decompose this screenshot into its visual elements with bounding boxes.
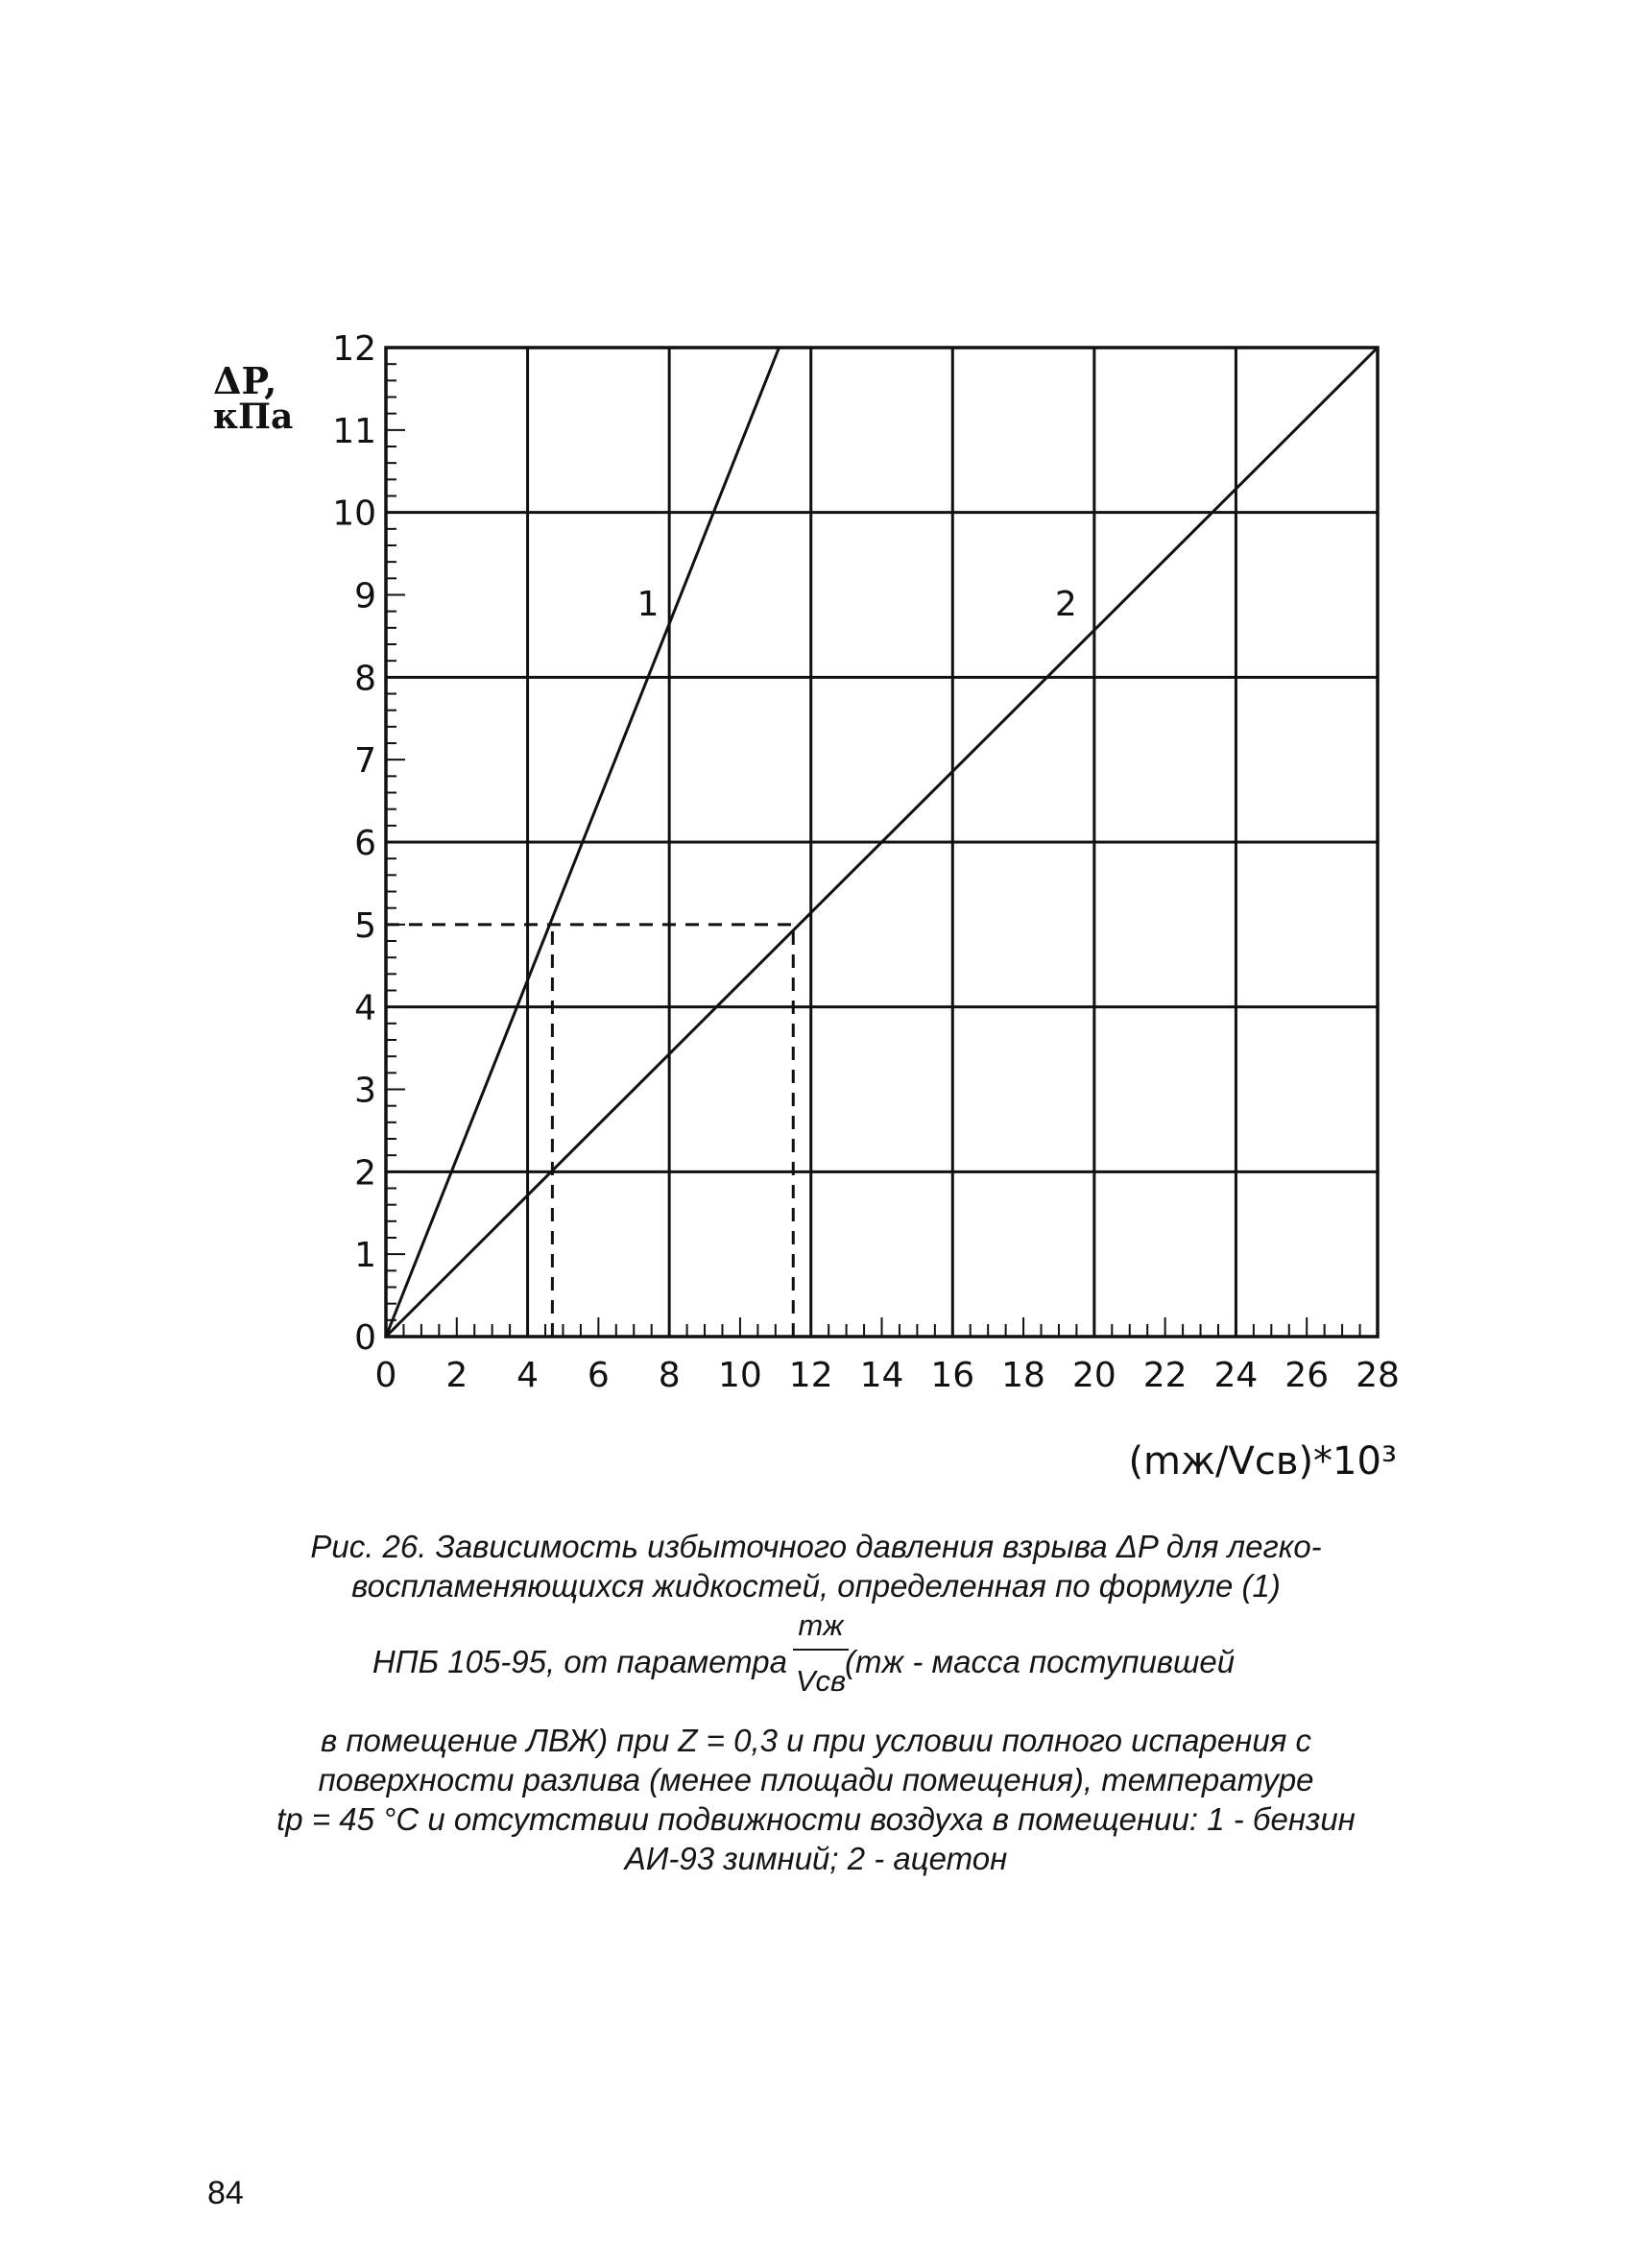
x-axis-label: (mж/Vсв)*10³ [1128, 1439, 1397, 1484]
caption-line-3-after: (mж - масса поступившей [845, 1644, 1236, 1679]
caption-line-2: воспламеняющихся жидкостей, определенная по формуле (1) [351, 1568, 1281, 1604]
x-tick-label: 18 [1001, 1356, 1045, 1395]
caption-line-3-before: НПБ 105-95, от параметра [372, 1644, 787, 1679]
x-tick-label: 22 [1142, 1356, 1188, 1395]
caption-line-4: в помещение ЛВЖ) при Z = 0,3 и при условии полного испарения с [321, 1723, 1311, 1758]
x-tick-label: 12 [788, 1356, 833, 1395]
caption-line-6: tр = 45 °С и отсутствии подвижности воздуха в помещении: 1 - бензин [276, 1801, 1356, 1837]
x-tick-label: 10 [718, 1356, 762, 1395]
y-tick-label: 4 [354, 988, 376, 1028]
x-tick-label: 16 [930, 1356, 975, 1395]
x-tick-label: 14 [859, 1356, 904, 1395]
x-tick-label: 26 [1284, 1356, 1330, 1395]
x-tick-label: 20 [1071, 1356, 1116, 1395]
fraction-denominator: Vсв [795, 1664, 847, 1698]
x-tick-label: 24 [1213, 1356, 1259, 1395]
y-tick-label: 3 [354, 1071, 376, 1111]
fraction-numerator: mж [798, 1608, 844, 1642]
page-number: 84 [207, 2175, 244, 2211]
x-tick-label: 4 [516, 1356, 540, 1395]
x-tick-label: 8 [658, 1356, 681, 1395]
caption-line-5: поверхности разлива (менее площади помещения), температуре [318, 1762, 1314, 1798]
fraction-bar [793, 1649, 849, 1651]
series-label-1: 1 [636, 585, 660, 625]
figure-caption [192, 1527, 1440, 1878]
y-tick-label: 5 [354, 905, 376, 946]
y-tick-label: 1 [354, 1236, 376, 1276]
y-axis-label-unit: кПа [213, 397, 294, 437]
x-tick-label: 6 [587, 1356, 610, 1395]
y-tick-label: 11 [332, 411, 376, 451]
caption-line-7: АИ-93 зимний; 2 - ацетон [624, 1841, 1008, 1876]
y-tick-label: 8 [354, 659, 376, 699]
y-tick-label: 2 [354, 1153, 376, 1194]
y-tick-label: 0 [354, 1318, 376, 1358]
y-axis-label-symbol: ΔP, [213, 359, 277, 402]
x-tick-label: 0 [374, 1356, 397, 1395]
caption-line-1: Рис. 26. Зависимость избыточного давления взрыва ΔP для легко- [310, 1529, 1322, 1564]
y-tick-label: 10 [332, 494, 376, 534]
x-tick-label: 28 [1356, 1356, 1400, 1395]
y-tick-label: 6 [354, 824, 376, 863]
y-tick-label: 7 [354, 741, 376, 782]
y-tick-label: 9 [354, 576, 376, 616]
caption-line-3 [192, 1605, 1440, 1721]
y-tick-label: 12 [332, 329, 376, 369]
series-label-2: 2 [1054, 585, 1077, 625]
x-tick-label: 2 [445, 1356, 468, 1395]
